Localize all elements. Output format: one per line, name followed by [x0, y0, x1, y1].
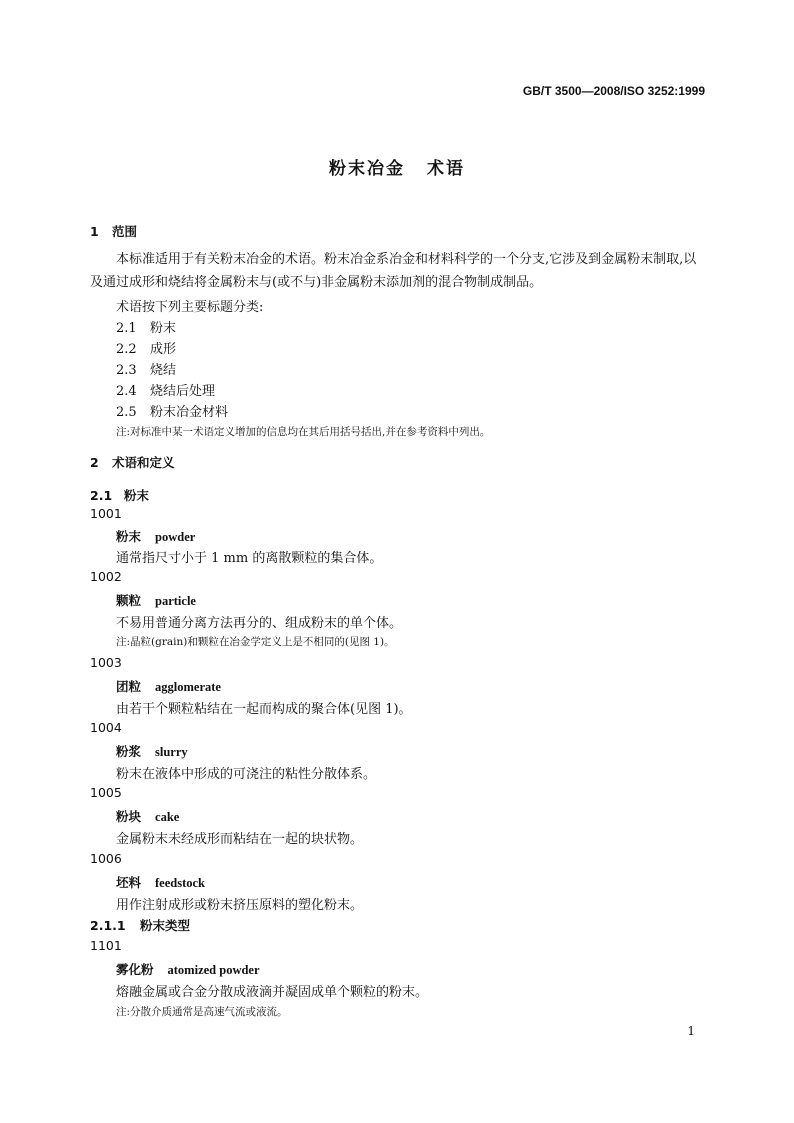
term-name: 颗粒 particle	[116, 593, 196, 608]
subsection-heading: 2.1 粉末	[90, 488, 150, 503]
list-item: 2.5 粉末冶金材料	[116, 405, 229, 420]
scope-paragraph: 本标准适用于有关粉末冶金的术语。粉末冶金系冶金和材料科学的一个分支,它涉及到金属粉末制取,以及通过成形和烧结将金属粉末与(或不与)非金属粉末添加剂的混合物制成制品。	[90, 252, 697, 290]
term-code: 1006	[90, 851, 122, 866]
standard-code: GB/T 3500—2008/ISO 3252:1999	[522, 84, 705, 98]
list-item: 2.4 烧结后处理	[116, 384, 216, 399]
section-heading: 2 术语和定义	[90, 455, 175, 470]
term-name: 雾化粉 atomized powder	[116, 962, 260, 977]
title-part1: 粉末冶金	[329, 159, 405, 179]
page-title	[0, 154, 794, 179]
term-note: 注:分散介质通常是高速气流或液流。	[116, 1006, 288, 1018]
list-item: 2.3 烧结	[116, 363, 177, 378]
term-code: 1003	[90, 655, 122, 670]
term-name: 团粒 agglomerate	[116, 679, 221, 694]
section-heading: 1 范围	[90, 224, 138, 239]
term-definition: 粉末在液体中形成的可浇注的粘性分散体系。	[116, 767, 377, 782]
term-name: 粉末 powder	[116, 529, 196, 544]
term-name: 坯料 feedstock	[116, 875, 206, 890]
subsection-heading: 2.1.1 粉末类型	[90, 918, 191, 933]
term-definition: 由若干个颗粒粘结在一起而构成的聚合体(见图 1)。	[116, 702, 412, 717]
title-part2: 术语	[427, 159, 465, 179]
term-code: 1005	[90, 785, 122, 800]
term-definition: 用作注射成形或粉末挤压原料的塑化粉末。	[116, 898, 364, 913]
classification-intro: 术语按下列主要标题分类:	[116, 300, 264, 315]
term-name: 粉浆 slurry	[116, 744, 188, 759]
list-item: 2.1 粉末	[116, 321, 177, 336]
term-definition: 熔融金属或合金分散成液滴并凝固成单个颗粒的粉末。	[116, 985, 429, 1000]
term-definition: 不易用普通分离方法再分的、组成粉末的单个体。	[116, 616, 403, 631]
term-name: 粉块 cake	[116, 809, 180, 824]
term-code: 1004	[90, 720, 122, 735]
page-number: 1	[687, 1024, 695, 1038]
term-code: 1101	[90, 938, 122, 953]
term-definition: 金属粉末未经成形而粘结在一起的块状物。	[116, 832, 364, 847]
scope-note: 注:对标准中某一术语定义增加的信息均在其后用括号括出,并在参考资料中列出。	[116, 426, 491, 438]
term-code: 1002	[90, 569, 122, 584]
term-note: 注:晶粒(grain)和颗粒在冶金学定义上是不相同的(见图 1)。	[116, 636, 395, 648]
list-item: 2.2 成形	[116, 342, 177, 357]
term-code: 1001	[90, 506, 122, 521]
term-definition: 通常指尺寸小于 1 mm 的离散颗粒的集合体。	[116, 551, 383, 566]
